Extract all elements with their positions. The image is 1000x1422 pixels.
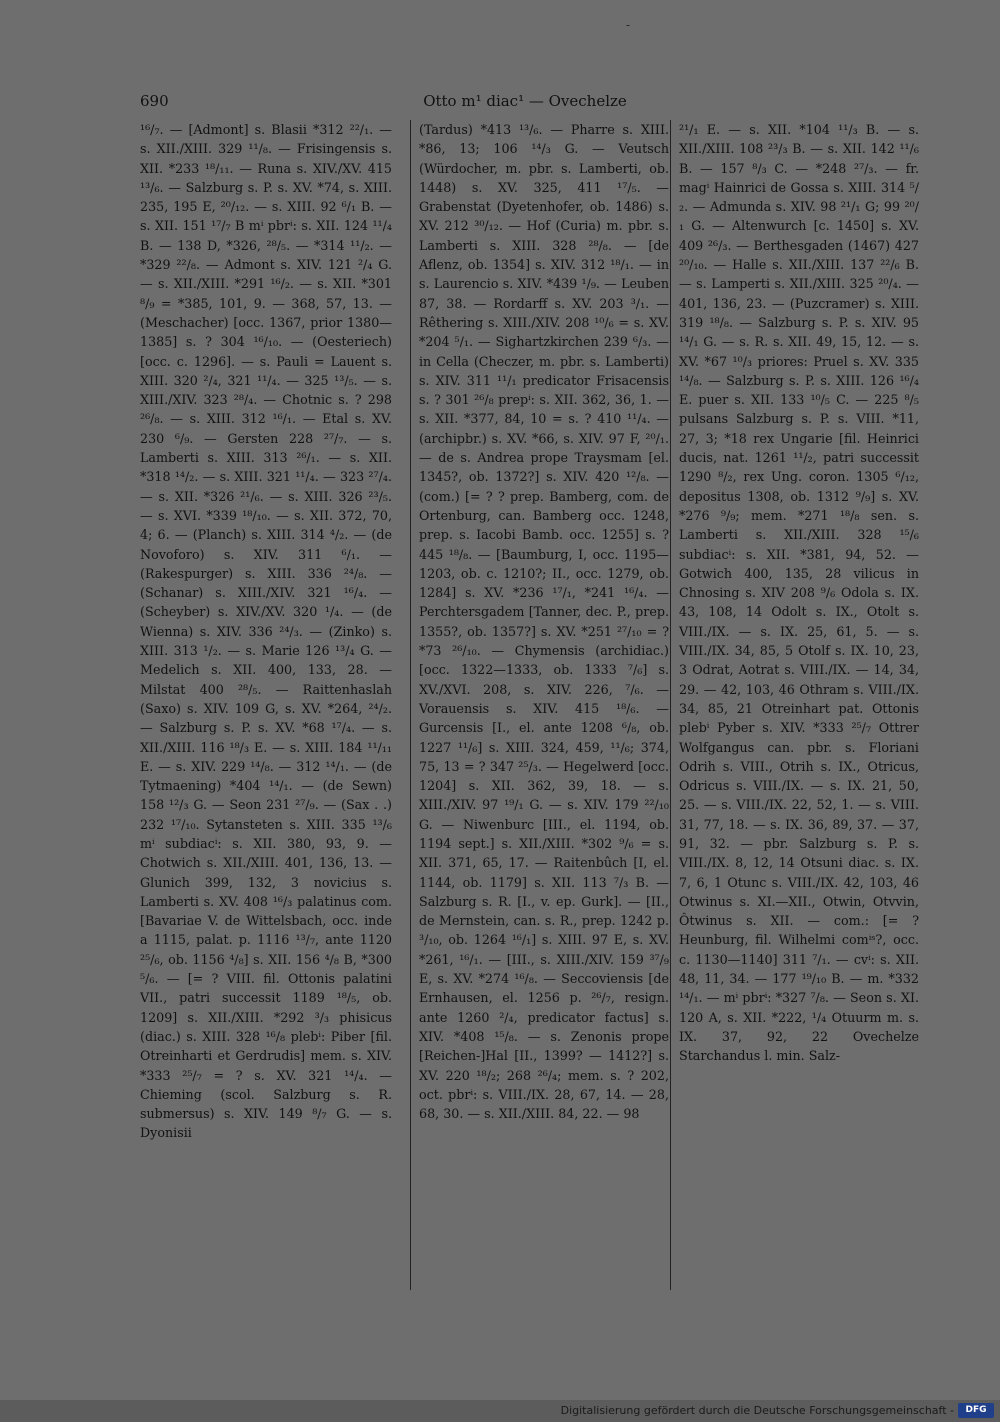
page-header [140,92,910,114]
footer-text: Digitalisierung gefördert durch die Deutsche Forschungsgemeinschaft - [560,1404,954,1417]
page-number: 690 [140,92,169,110]
column-text: ¹⁶/₇. — [Admont] s. Blasii *312 ²²/₁. — s. XII./XIII. 329 ¹¹/₈. — Frisingensis s. XII. *233 ¹⁸/₁₁. — Runa s. XIV./XV. 415 ¹³/₆. — Salzburg s. P. s. XV. *74, s. XIII. 235, 195 E, ²⁰/₁₂. — s. XIII. 92 ⁶/₁ B. — s. XII. 151 ¹⁷/₇ B mⁱ pbrⁱ: s. XII. 124 ¹¹/₄ B. — 138 D, *326, ²⁸/₅. — *314 ¹¹/₂. — *329 ²²/₈. — Admont s. XIV. 121 ²/₄ G. — s. XII./XIII. *291 ¹⁶/₂. — s. XII. *301 ⁸/₉ = *385, 101, 9. — 368, 57, 13. — (Meschacher) [occ. 1367, prior 1380—1385] s. ? 304 ¹⁶/₁₀. — (Oesteriech) [occ. c. 1296]. — s. Pauli = Lauent s. XIII. 320 ²/₄, 321 ¹¹/₄. — 325 ¹³/₅. — s. XIII./XIV. 323 ²⁸/₄. — Chotnic s. ? 298 ²⁶/₈. — s. XIII. 312 ¹⁶/₁. — Etal s. XV. 230 ⁶/₉. — Gersten 228 ²⁷/₇. — s. Lamberti s. XIII. 313 ²⁶/₁. — s. XII. *318 ¹⁴/₂. — s. XIII. 321 ¹¹/₄. — 323 ²⁷/₄. — s. XII. *326 ²¹/₆. — s. XIII. 326 ²³/₅. — s. XVI. *339 ¹⁸/₁₀. — s. XII. 372, 70, 4; 6. — (Planch) s. XIII. 314 ⁴/₂. — (de Novoforo) s. XIV. 311 ⁶/₁. — (Rakespurger) s. XIII. 336 ²⁴/₈. — (Schanar) s. XIII./XIV. 321 ¹⁶/₄. — (Scheyber) s. XIV./XV. 320 ¹/₄. — (de Wienna) s. XIV. 336 ²⁴/₃. — (Zinko) s. XIII. 313 ¹/₂. — s. Marie 126 ¹³/₄ G. — Medelich s. XII. 400, 133, 28. — Milstat 400 ²⁸/₅. — Raittenhaslah (Saxo) s. XIV. 109 G, s. XV. *264, ²⁴/₂. — Salzburg s. P. s. XV. *68 ¹⁷/₄. — s. XII./XIII. 116 ¹⁸/₃ E. — s. XIII. 184 ¹¹/₁₁ E. — s. XIV. 229 ¹⁴/₈. — 312 ¹⁴/₁. — (de Tytmaening) *404 ¹⁴/₁. — (de Sewn) 158 ¹²/₃ G. — Seon 231 ²⁷/₉. — (Sax . .) 232 ¹⁷/₁₀. Sytansteten s. XIII. 335 ¹³/₆ mⁱ subdiacⁱ: s. XII. 380, 93, 9. — Chotwich s. XII./XIII. 401, 136, 13. — Glunich 399, 132, 3 novicius s. Lamberti s. XV. 408 ¹⁶/₃ palatinus com. [Bavariae V. de Wittelsbach, occ. inde a 1115, palat. p. 1116 ¹³/₇, ante 1120 ²⁵/₆, ob. 1156 ⁴/₈] s. XII. 156 ⁴/₈ B, *300 ⁵/₆. — [= ? VIII. fil. Ottonis palatini VII., patri successit 1189 ¹⁸/₅, ob. 1209] s. XII./XIII. *292 ³/₃ phisicus (diac.) s. XIII. 328 ¹⁶/₈ plebⁱ: Piber [fil. Otreinharti et Gerdrudis] mem. s. XIV. *333 ²⁵/₇ = ? s. XV. 321 ¹⁴/₄. — Chieming (scol. Salzburg s. R. submersus) s. XIV. 149 ⁸/₇ G. — s. Dyonisii [140,122,392,1141]
running-title: Otto m¹ diac¹ — Ovechelze [423,92,627,110]
text-column-middle [410,120,669,1290]
text-column-right [670,120,919,1290]
scan-mark: - [626,18,631,32]
text-column-left [140,120,392,1290]
dfg-logo[interactable]: DFG [958,1403,994,1418]
column-text: ²¹/₁ E. — s. XII. *104 ¹¹/₃ B. — s. XII./XIII. 108 ²³/₃ B. — s. XII. 142 ¹¹/₆ B. — 157 ⁸/₃ C. — *248 ²⁷/₃. — fr. magⁱ Hainrici de Gossa s. XIII. 314 ⁵/₂. — Admunda s. XIV. 98 ²¹/₁ G; 99 ²⁰/₁ G. — Altenwurch [c. 1450] s. XV. 409 ²⁶/₃. — Berthesgaden (1467) 427 ²⁰/₁₀. — Halle s. XII./XIII. 137 ²²/₆ B. — s. Lamperti s. XII./XIII. 325 ²⁰/₄. — 401, 136, 23. — (Puzcramer) s. XIII. 319 ¹⁸/₈. — Salzburg s. P. s. XIV. 95 ¹⁴/₁ G. — s. R. s. XII. 49, 15, 12. — s. XV. *67 ¹⁰/₃ priores: Pruel s. XV. 335 ¹⁴/₈. — Salzburg s. P. s. XIII. 126 ¹⁶/₄ E. puer s. XII. 133 ¹⁰/₅ C. — 225 ⁸/₅ pulsans Salzburg s. P. s. VIII. *11, 27, 3; *18 rex Ungarie [fil. Heinrici ducis, nat. 1261 ¹¹/₂, patri successit 1290 ⁸/₂, rex Ung. coron. 1305 ⁶/₁₂, depositus 1308, ob. 1312 ⁹/₉] s. XV. *276 ⁹/₉; mem. *271 ¹⁸/₈ sen. s. Lamberti s. XII./XIII. 328 ¹⁵/₆ subdiacⁱ: s. XII. *381, 94, 52. — Gotwich 400, 135, 28 vilicus in Chnosing s. XIV 208 ⁹/₆ Odola s. IX. 43, 108, 14 Odolt s. IX., Otolt s. VIII./IX. — s. IX. 25, 61, 5. — s. VIII./IX. 34, 85, 5 Otolf s. IX. 10, 23, 3 Odrat, Aotrat s. VIII./IX. — 14, 34, 29. — 42, 103, 46 Othram s. VIII./IX. 34, 85, 21 Otreinhart pat. Ottonis plebⁱ Pyber s. XIV. *333 ²⁵/₇ Ottrer Wolfgangus can. pbr. s. Floriani Odrih s. VIII., Otrih s. IX., Otricus, Odricus s. VIII./IX. — s. IX. 21, 50, 25. — s. VIII./IX. 22, 52, 1. — s. VIII. 31, 77, 18. — s. IX. 36, 89, 37. — 37, 91, 32. — pbr. Salzburg s. P. s. VIII./IX. 8, 12, 14 Otsuni diac. s. IX. 7, 6, 1 Otunc s. VIII./IX. 42, 103, 46 Otwinus s. XI.—XII., Otwin, Otvvin, Ôtwinus s. XII. — com.: [= ? Heunburg, fil. Wilhelmi comⁱˢ?, occ. c. 1130—1140] 311 ⁷/₁. — cvⁱ: s. XII. 48, 11, 34. — 177 ¹⁹/₁₀ B. — m. *332 ¹⁴/₁. — mⁱ pbrⁱ: *327 ⁷/₈. — Seon s. XI. 120 A, s. XII. *222, ¹/₄ Otuurm m. s. IX. 37, 92, 22 Ovechelze Starchandus l. min. Salz- [679,122,919,1064]
digitization-footer [0,1400,1000,1422]
column-text: (Tardus) *413 ¹³/₆. — Pharre s. XIII. *86, 13; 106 ¹⁴/₃ G. — Veutsch (Würdocher, m. pbr. s. Lamberti, ob. 1448) s. XV. 325, 411 ¹⁷/₅. — Grabenstat (Dyetenhofer, ob. 1486) s. XV. 212 ³⁰/₁₂. — Hof (Curia) m. pbr. s. Lamberti s. XIII. 328 ²⁸/₈. — [de Aflenz, ob. 1354] s. XIV. 312 ¹⁸/₁. — in s. Laurencio s. XIV. *439 ¹/₉. — Leuben 87, 38. — Rordarff s. XV. 203 ³/₁. — Rêthering s. XIII./XIV. 208 ¹⁰/₆ = s. XV. *204 ⁵/₁. — Sighartzkirchen 239 ⁶/₃. — in Cella (Checzer, m. pbr. s. Lamberti) s. XIV. 311 ¹¹/₁ predicator Frisacensis s. ? 301 ²⁶/₈ prepⁱ: s. XII. 362, 36, 1. — s. XII. *377, 84, 10 = s. ? 410 ¹¹/₄. — (archipbr.) s. XV. *66, s. XIV. 97 F, ²⁰/₁. — de s. Andrea prope Traysmam [el. 1345?, ob. 1372?] s. XIV. 420 ¹²/₈. — (com.) [= ? ? prep. Bamberg, com. de Ortenburg, can. Bamberg occ. 1248, prep. s. Iacobi Bamb. occ. 1255] s. ? 445 ¹⁸/₈. — [Baumburg, I, occ. 1195—1203, ob. c. 1210?; II., occ. 1279, ob. 1284] s. XV. *236 ¹⁷/₁, *241 ¹⁶/₄. — Perchtersgadem [Tanner, dec. P., prep. 1355?, ob. 1357?] s. XV. *251 ²⁷/₁₀ = ? *73 ²⁶/₁₀. — Chymensis (archidiac.) [occ. 1322—1333, ob. 1333 ⁷/₆] s. XV./XVI. 208, s. XIV. 226, ⁷/₆. — Vorauensis s. XIV. 415 ¹⁸/₆. — Gurcensis [I., el. ante 1208 ⁶/₈, ob. 1227 ¹¹/₆] s. XIII. 324, 459, ¹¹/₆; 374, 75, 13 = ? 347 ²⁵/₃. — Hegelwerd [occ. 1204] s. XII. 362, 39, 18. — s. XIII./XIV. 97 ¹⁹/₁ G. — s. XIV. 179 ²²/₁₀ G. — Niwenburc [III., el. 1194, ob. 1194 sept.] s. XII./XIII. *302 ⁹/₆ = s. XII. 371, 65, 17. — Raitenbûch [I, el. 1144, ob. 1179] s. XII. 113 ⁷/₃ B. — Salzburg s. R. [I., v. ep. Gurk]. — [II., de Mernstein, can. s. R., prep. 1242 p. ³/₁₀, ob. 1264 ¹⁶/₁] s. XIII. 97 E, s. XV. *261, ¹⁶/₁. — [III., s. XIII./XIV. 159 ³⁷/₉ E, s. XV. *274 ¹⁶/₈. — Seccoviensis [de Ernhausen, el. 1256 p. ²⁶/₇, resign. ante 1260 ²/₄, predicator factus] s. XIV. *408 ¹⁵/₈. — s. Zenonis prope [Reichen-]Hal [II., 1399? — 1412?] s. XV. 220 ¹⁸/₂; 268 ²⁶/₄; mem. s. ? 202, oct. pbrⁱ: s. VIII./IX. 28, 67, 14. — 28, 68, 30. — s. XII./XIII. 84, 22. — 98 [419,122,669,1122]
